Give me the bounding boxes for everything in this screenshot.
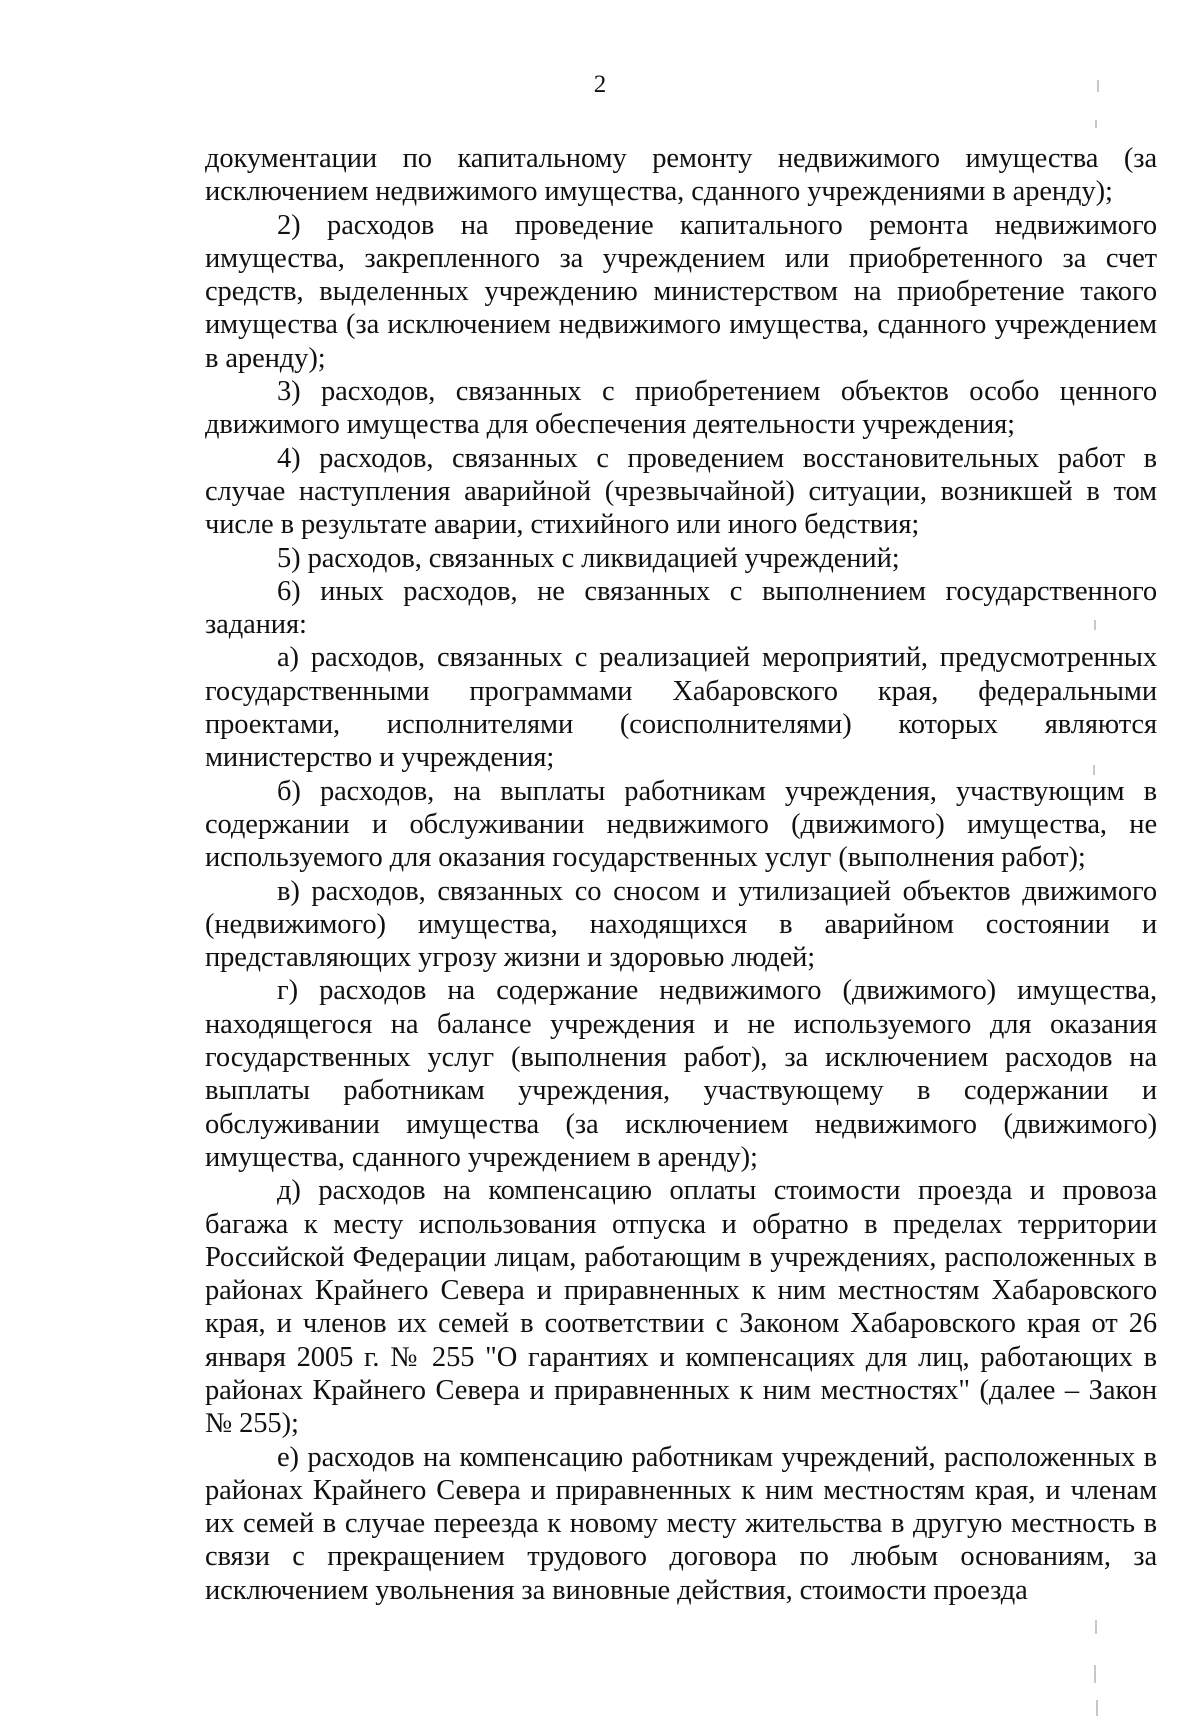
paragraph-subitem-v: в) расходов, связанных со сносом и утилизацией объектов движимого (недвижимого) имущества, находящихся в аварийном состоянии и представляющих угрозу жизни и здоровью людей; bbox=[205, 875, 1157, 974]
scan-artifact bbox=[1093, 765, 1095, 775]
paragraph-subitem-b: б) расходов, на выплаты работникам учреждения, участвующим в содержании и обслуживании недвижимого (движимого) имущества, не используемого для оказания государственных услуг (выполнения работ); bbox=[205, 775, 1157, 874]
paragraph-subitem-e: е) расходов на компенсацию работникам учреждений, расположенных в районах Крайнего Севера и приравненных к ним местностям края, и членам их семей в случае переезда к новому месту жительства в другую местность в связи с прекращением трудового договора по любым основаниям, за исключением увольнения за виновные действия, стоимости проезда bbox=[205, 1441, 1157, 1606]
scan-artifact bbox=[1095, 120, 1097, 128]
scan-artifact bbox=[1097, 80, 1099, 92]
page-number: 2 bbox=[593, 71, 607, 98]
paragraph-subitem-d: д) расходов на компенсацию оплаты стоимости проезда и провоза багажа к месту использования отпуска и обратно в пределах территории Российской Федерации лицам, работающим в учреждениях, расположенных в районах Крайнего Севера и приравненных к ним местностям Хабаровского края, и членов их семей в соответствии с Законом Хабаровского края от 26 января 2005 г. № 255 "О гарантиях и компенсациях для лиц, работающих в районах Крайнего Севера и приравненных к ним местностях" (далее – Закон № 255); bbox=[205, 1175, 1157, 1440]
scan-artifact bbox=[1095, 1620, 1097, 1634]
scan-artifact bbox=[1094, 620, 1096, 630]
paragraph-item-4: 4) расходов, связанных с проведением восстановительных работ в случае наступления аварийной (чрезвычайной) ситуации, возникшей в том числе в результате аварии, стихийного или иного бедствия; bbox=[205, 442, 1157, 541]
paragraph-subitem-a: а) расходов, связанных с реализацией мероприятий, предусмотренных государственными программами Хабаровского края, федеральными проектами, исполнителями (соисполнителями) которых являются министерство и учреждения; bbox=[205, 642, 1157, 774]
paragraph-item-2: 2) расходов на проведение капитального ремонта недвижимого имущества, закрепленного за учреждением или приобретенного за счет средств, выделенных учреждению министерством на приобретение такого имущества (за исключением недвижимого имущества, сданного учреждением в аренду); bbox=[205, 209, 1157, 374]
scan-artifact bbox=[1096, 1700, 1098, 1716]
document-body bbox=[205, 142, 1157, 1607]
paragraph-item-6: 6) иных расходов, не связанных с выполнением государственного задания: bbox=[205, 575, 1157, 641]
paragraph-continuation: документации по капитальному ремонту недвижимого имущества (за исключением недвижимого имущества, сданного учреждениями в аренду); bbox=[205, 143, 1157, 208]
paragraph-subitem-g: г) расходов на содержание недвижимого (движимого) имущества, находящегося на балансе учреждения и не используемого для оказания государственных услуг (выполнения работ), за исключением расходов на выплаты работникам учреждения, участвующему в содержании и обслуживании имущества (за исключением недвижимого (движимого) имущества, сданного учреждением в аренду); bbox=[205, 975, 1157, 1173]
paragraph-item-3: 3) расходов, связанных с приобретением объектов особо ценного движимого имущества для обеспечения деятельности учреждения; bbox=[205, 376, 1157, 441]
paragraph-item-5: 5) расходов, связанных с ликвидацией учреждений; bbox=[277, 542, 900, 574]
scan-artifact bbox=[1094, 1665, 1096, 1683]
